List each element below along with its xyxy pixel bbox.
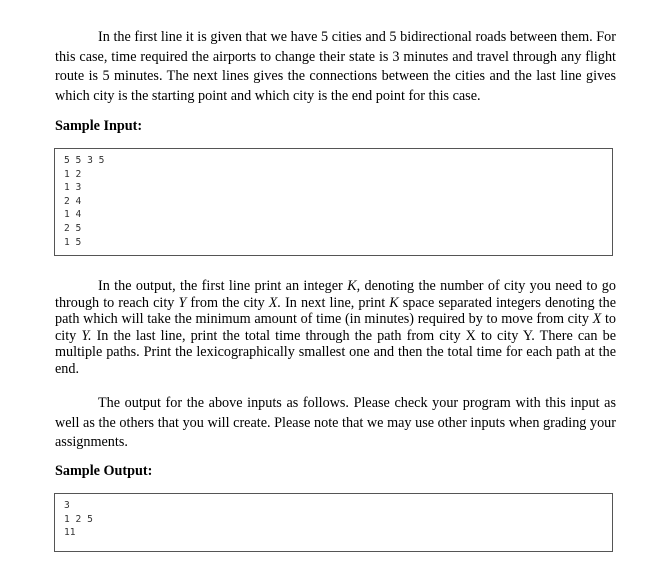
code-line: 2 4: [64, 195, 82, 207]
code-line: 5 5 3 5: [64, 155, 105, 166]
code-line: 2 5: [64, 222, 82, 234]
intro-paragraph: In the first line it is given that we have 5 cities and 5 bidirectional roads between them. For this case, time required the airports to change their state is 3 minutes and travel through any flight route is 5 minutes. The next lines gives the connections between the cities and the last line gives which city is the starting point and which city is the end point for this case.: [55, 29, 616, 104]
code-line: 1 5: [64, 236, 82, 248]
sample-input-heading: Sample Input:: [55, 118, 143, 134]
code-line: 1 2 5: [64, 513, 93, 525]
output-note-paragraph: The output for the above inputs as follows. Please check your program with this input as well as the others that you will create. Please note that we may use other inputs when grading your assignments.: [55, 395, 616, 450]
code-line: 1 2: [64, 168, 82, 180]
output-description-paragraph: In the output, the first line print an integer K, denoting the number of city you need to go through to reach city Y from the city X. In next line, print K space separated integers denoting the path which will take the minimum amount of time (in minutes) required by to move from city X to city Y. In the last line, print the total time through the path from city X to city Y. There can be multiple paths. Print the lexicographically smallest one and then the total time for each path at the end.: [55, 278, 617, 377]
code-line: 1 3: [64, 182, 82, 194]
code-line: 3: [64, 500, 70, 511]
sample-input-code: [55, 149, 612, 249]
sample-output-code: [55, 494, 612, 540]
code-line: 1 4: [64, 209, 82, 221]
sample-output-box: [54, 493, 613, 552]
sample-input-box: [54, 148, 613, 256]
code-line: 11: [64, 527, 76, 539]
sample-output-heading: Sample Output:: [55, 463, 153, 479]
